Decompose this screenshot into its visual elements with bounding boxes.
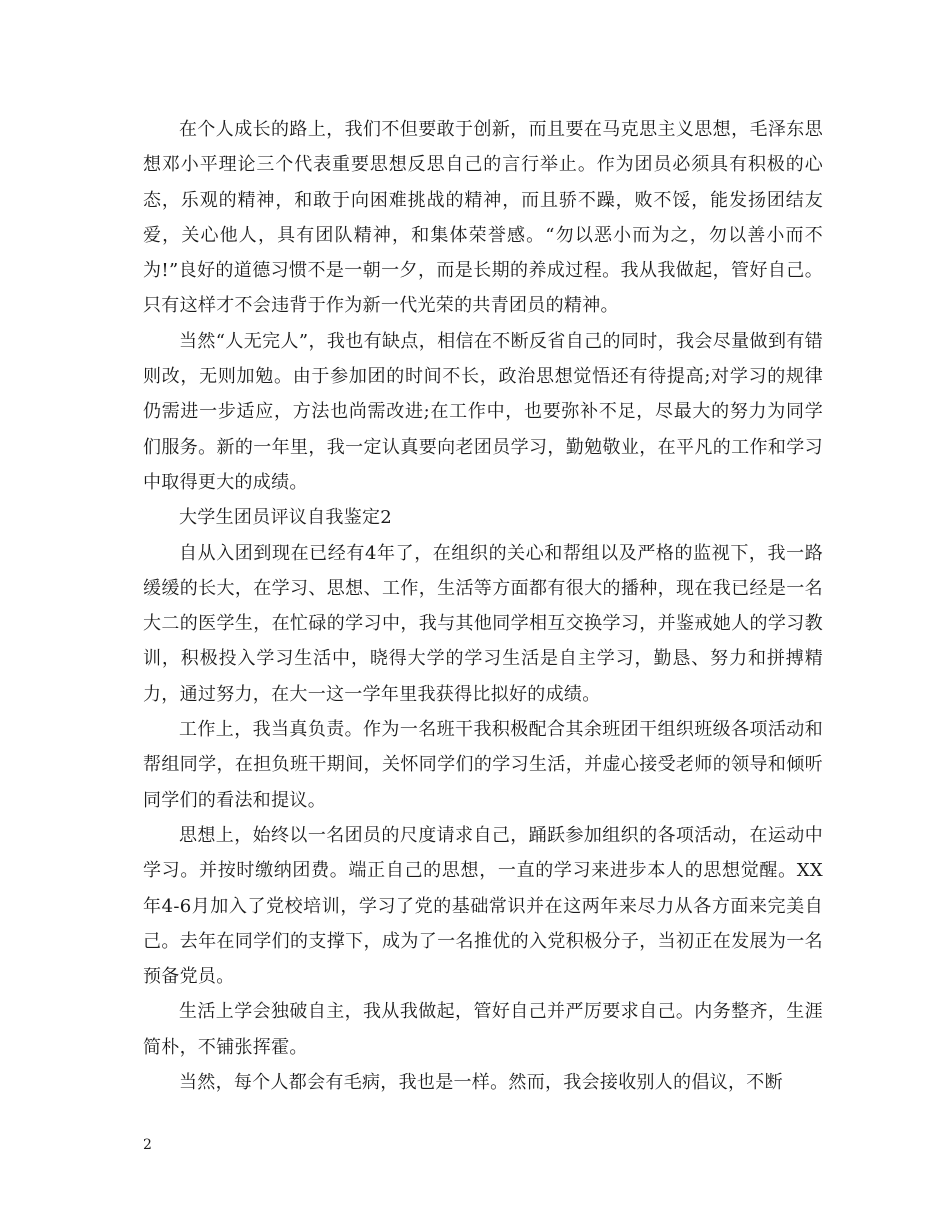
document-body <box>143 112 823 1100</box>
page-number: 2 <box>143 1137 152 1153</box>
section-heading: 大学生团员评议自我鉴定2 <box>179 507 393 529</box>
paragraph: 在个人成长的路上，我们不但要敢于创新，而且要在马克思主义思想，毛泽东思想邓小平理论三个代表重要思想反思自己的言行举止。作为团员必须具有积极的心态，乐观的精神，和敢于向困难挑战的精神，而且骄不躁，败不馁，能发扬团结友爱，关心他人，具有团队精神，和集体荣誉感。“勿以恶小而为之，勿以善小而不为!”良好的道德习惯不是一朝一夕，而是长期的养成过程。我从我做起，管好自己。只有这样才不会违背于作为新一代光荣的共青团员的精神。 <box>143 119 823 317</box>
paragraph: 自从入团到现在已经有4年了，在组织的关心和帮组以及严格的监视下，我一路缓缓的长大，在学习、思想、工作，生活等方面都有很大的播种，现在我已经是一名大二的医学生，在忙碌的学习中，我与其他同学相互交换学习，并鉴戒她人的学习教训，积极投入学习生活中，晓得大学的学习生活是自主学习，勤恳、努力和拼搏精力，通过努力，在大一这一学年里我获得比拟好的成绩。 <box>143 542 823 705</box>
paragraph: 思想上，始终以一名团员的尺度请求自己，踊跃参加组织的各项活动，在运动中学习。并按时缴纳团费。端正自己的思想，一直的学习来进步本人的思想觉醒。XX年4-6月加入了党校培训，学习了党的基础常识并在这两年来尽力从各方面来完美自己。去年在同学们的支撑下，成为了一名推优的入党积极分子，当初正在发展为一名预备党员。 <box>143 824 823 988</box>
paragraph: 生活上学会独破自主，我从我做起，管好自己并严厉要求自己。内务整齐，生涯简朴，不铺张挥霍。 <box>143 1001 823 1058</box>
paragraph: 工作上，我当真负责。作为一名班干我积极配合其余班团干组织班级各项活动和帮组同学，在担负班干期间，关怀同学们的学习生活，并虚心接受老师的领导和倾听同学们的看法和提议。 <box>143 719 823 811</box>
paragraph: 当然，每个人都会有毛病，我也是一样。然而，我会接收别人的倡议，不断 <box>179 1072 783 1094</box>
paragraph: 当然“人无完人”，我也有缺点，相信在不断反省自己的同时，我会尽量做到有错则改，无则加勉。由于参加团的时间不长，政治思想觉悟还有待提高;对学习的规律仍需进一步适应，方法也尚需改进;在工作中，也要弥补不足，尽最大的努力为同学们服务。新的一年里，我一定认真要向老团员学习，勤勉敬业，在平凡的工作和学习中取得更大的成绩。 <box>143 330 823 493</box>
